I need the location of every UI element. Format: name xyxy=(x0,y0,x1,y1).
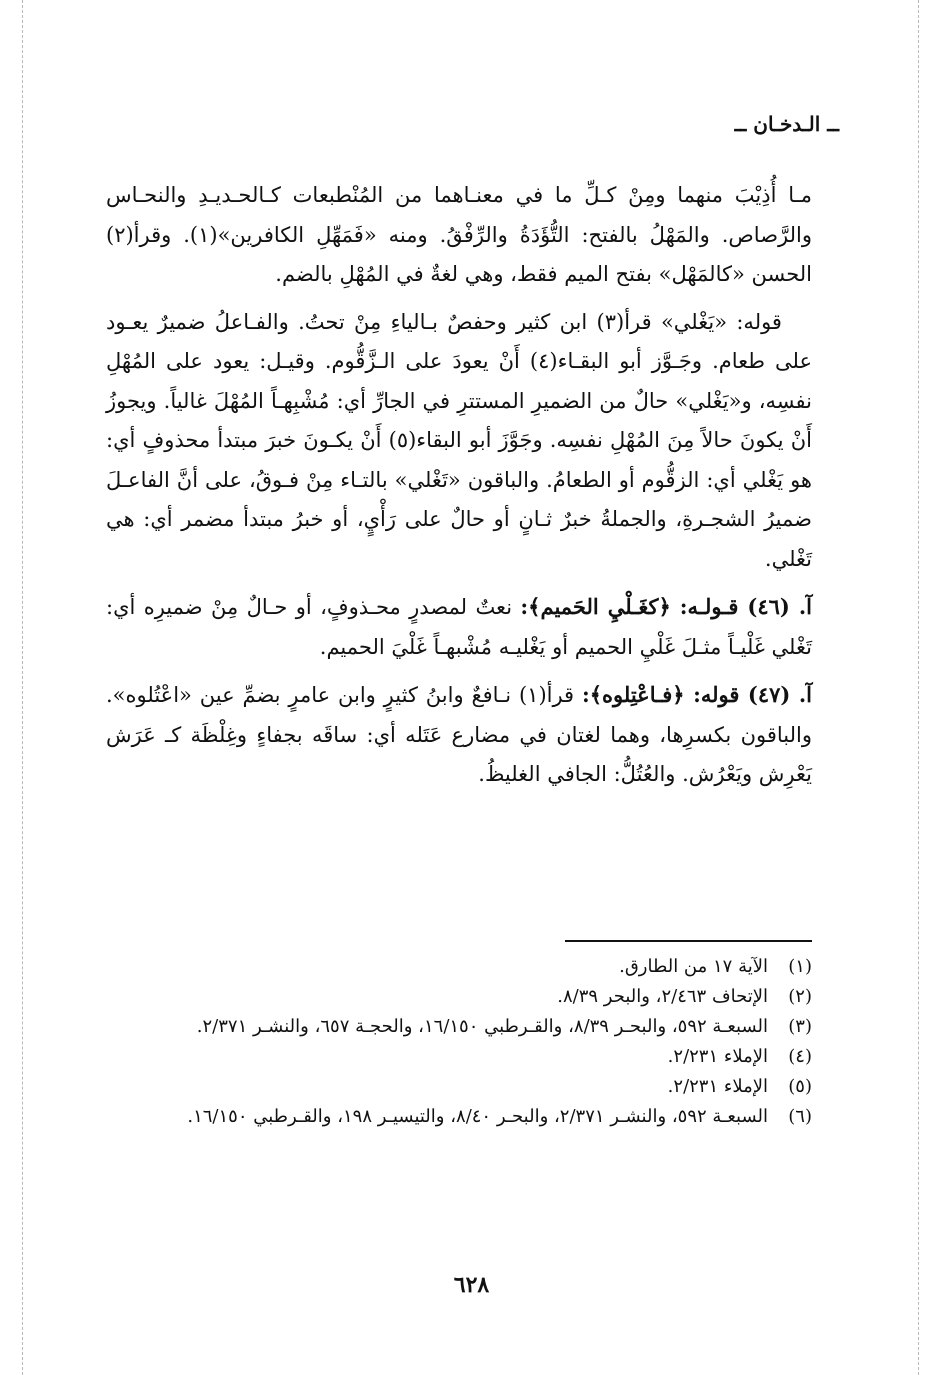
footnote-number: (٢) xyxy=(788,986,812,1007)
footnote xyxy=(106,1072,812,1102)
verse-commentary-46: نعتٌ لمصدرٍ محـذوفٍ، أو حـالٌ مِنْ ضميرِه أي: تَغْلي غَلْيـاً مثـلَ غَلْيِ الحميم أو يَغْليـه مُشْبهـاً غَلْيَ الحميم. xyxy=(106,595,812,659)
verse-heading-47: آ. (٤٧) قوله: ﴿فـاعْتِلوه﴾: xyxy=(581,682,812,707)
running-header: ــ الـدخـان ــ xyxy=(734,112,839,136)
page-number: ٦٢٨ xyxy=(453,1272,490,1298)
footnote-number: (١) xyxy=(788,956,812,977)
left-margin-guide xyxy=(22,0,23,1375)
verse-commentary-47: قرأ(١) نـافعٌ وابنُ كثيرٍ وابن عامرٍ بضمِّ عين «اعْتُلوه». والباقون بكسرِها، وهما لغتان في مضارع عَتَله أي: ساقَه بجفاءٍ وغِلْظَة كـ عَرَش يَعْرِش ويَعْرُش. والعُتُلُّ: الجافي الغليظُ. xyxy=(106,683,812,786)
footnote-separator xyxy=(565,940,812,942)
footnote-text: الإملاء ٢/٢٣١. xyxy=(667,1046,768,1067)
footnote xyxy=(106,952,812,982)
footnote-number: (٣) xyxy=(788,1016,812,1037)
footnote-text: الإتحاف ٢/٤٦٣، والبحر ٨/٣٩. xyxy=(557,986,768,1007)
footnote-number: (٦) xyxy=(788,1106,812,1127)
footnote-number: (٤) xyxy=(788,1046,812,1067)
footnote-text: السبعـة ٥٩٢، والنشـر ٢/٣٧١، والبحـر ٨/٤٠، والتيسيـر ١٩٨، والقـرطبي ١٦/١٥٠. xyxy=(187,1106,768,1127)
paragraph-2: قوله: «يَغْلي» قرأ(٣) ابن كثير وحفصٌ بـالياءِ مِنْ تحتُ. والفـاعلُ ضميرٌ يعـود على طعام. وجَـوَّز أبو البقـاء(٤) أَنْ يعودَ على الـزَّقُّوم. وقيـل: يعود على المُهْلِ نفسِه، و«يَغْلي» حالٌ من الضميرِ المستترِ في الجارِّ أي: مُشْبِهـاً المُهْلَ غالياً. ويجوزُ أَنْ يكونَ حالاً مِنَ المُهْلِ نفسِه. وجَوَّزَ أبو البقاء(٥) أَنْ يكـونَ خبرَ مبتدأ محذوفٍ أي: هو يَغْلي أي: الزقُّوم أو الطعامُ. والباقون «تَغْلي» بالتـاء مِنْ فـوقُ، على أنَّ الفاعـلَ ضميرُ الشجـرةِ، والجملةُ خبرٌ ثـانٍ أو حالٌ على رَأْيٍ، أو خبرُ مبتدأ مضمر أي: هي تَغْلي. xyxy=(106,309,813,571)
footnote-text: الإملاء ٢/٢٣١. xyxy=(667,1076,768,1097)
footnote xyxy=(106,1012,812,1042)
right-margin-guide xyxy=(918,0,919,1375)
paragraph-4 xyxy=(106,675,812,795)
footnote xyxy=(106,1102,812,1132)
paragraph-3 xyxy=(106,587,812,667)
footnote-text: الآية ١٧ من الطارق. xyxy=(619,956,768,977)
verse-heading-46: آ. (٤٦) قـولـه: ﴿كغَـلْيِ الحَميم﴾: xyxy=(520,594,812,619)
footnote-number: (٥) xyxy=(788,1076,812,1097)
paragraph-1: مـا أُذِيْبَ منهما ومِنْ كـلِّ ما في معنـاهما من المُنْطبعات كـالحـديـدِ والنحـاس والرَّصاص. والمَهْلُ بالفتح: التُّؤَدَةُ والرِّفْقُ. ومنه «فَمَهِّلِ الكافرين»(١). وقرأ(٢) الحسن «كالمَهْل» بفتح الميم فقط، وهي لغةٌ في المُهْلِ بالضم. xyxy=(106,183,812,286)
footnote xyxy=(106,1042,812,1072)
footnote xyxy=(106,982,812,1012)
footnote-text: السبعـة ٥٩٢، والبحـر ٨/٣٩، والقـرطبي ١٦/١٥٠، والحجـة ٦٥٧، والنشـر ٢/٣٧١. xyxy=(196,1016,768,1037)
main-text xyxy=(106,176,812,803)
footnotes xyxy=(106,952,812,1132)
